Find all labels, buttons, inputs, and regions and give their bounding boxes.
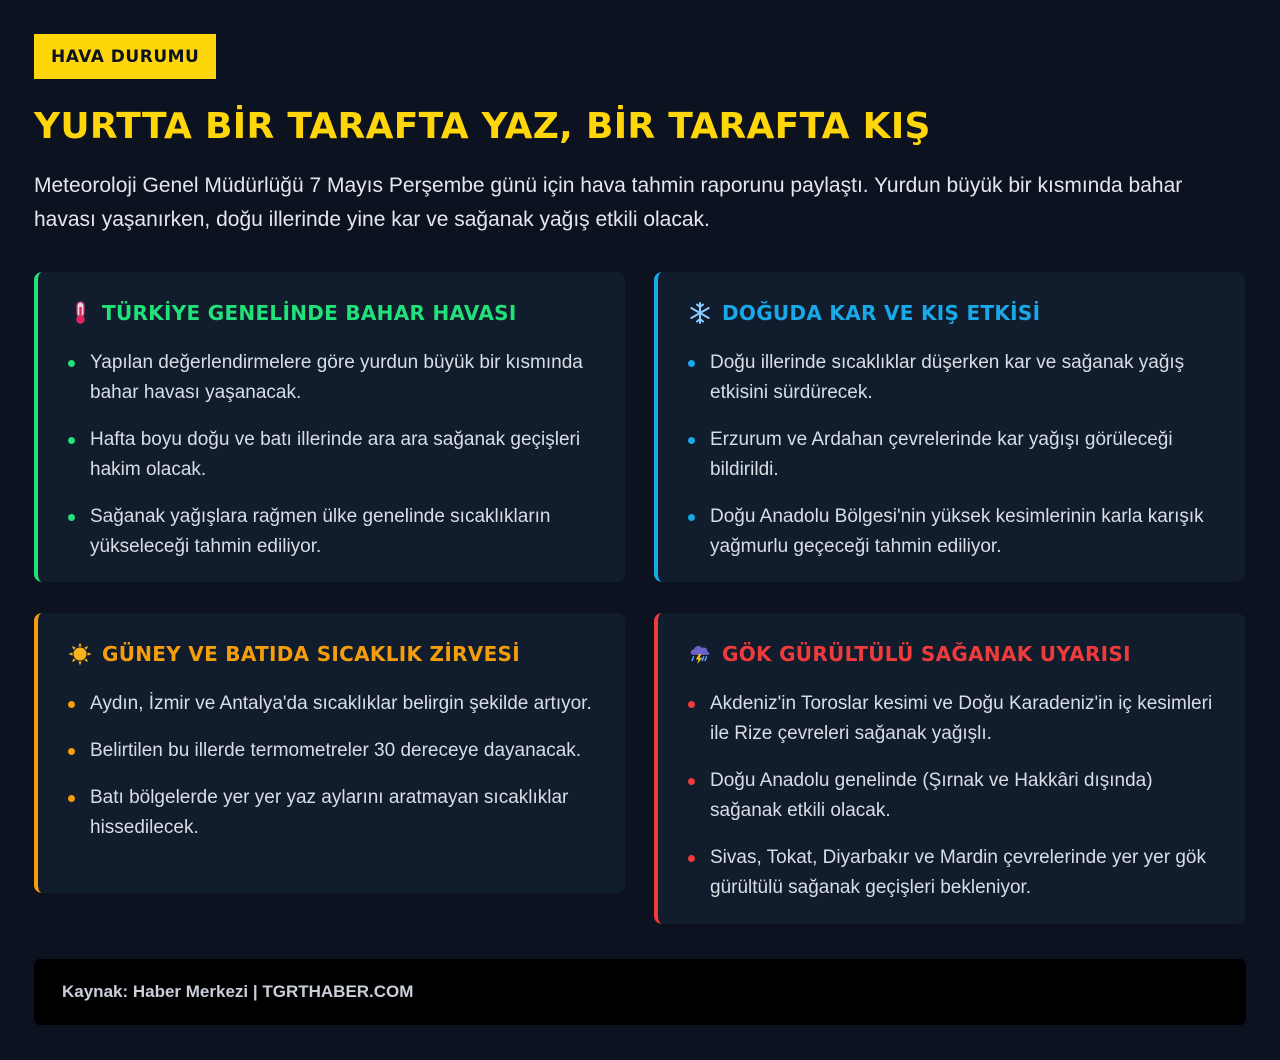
bullet [68,360,75,367]
bullet [688,701,695,708]
card-list [688,348,1221,562]
bullet [688,437,695,444]
bullet [68,437,75,444]
list-item: Batı bölgelerde yer yer yaz aylarını aratmayan sıcaklıklar hissedilecek. [68,783,601,843]
bullet [68,795,75,802]
bullet [688,855,695,862]
list-item: Hafta boyu doğu ve batı illerinde ara ara sağanak geçişleri hakim olacak. [68,425,601,485]
card-title: TÜRKİYE GENELİNDE BAHAR HAVASI [102,301,517,325]
card-header [68,639,601,669]
card-list [68,348,601,562]
snowflake-icon [688,301,712,325]
list-item: Sağanak yağışlara rağmen ülke genelinde sıcaklıkların yükseleceği tahmin ediliyor. [68,502,601,562]
category-badge: HAVA DURUMU [34,34,216,79]
list-item: Akdeniz'in Toroslar kesimi ve Doğu Karadeniz'in iç kesimleri ile Rize çevreleri sağanak yağışlı. [688,689,1221,749]
card-title: DOĞUDA KAR VE KIŞ ETKİSİ [722,301,1041,325]
card-south-west-heat [34,613,625,893]
card-list [68,689,601,843]
thunderstorm-icon [688,642,712,666]
list-item: Belirtilen bu illerde termometreler 30 dereceye dayanacak. [68,736,601,766]
page-title: YURTTA BİR TARAFTA YAZ, BİR TARAFTA KIŞ [34,106,931,147]
card-header [688,639,1221,669]
card-title: GÖK GÜRÜLTÜLÜ SAĞANAK UYARISI [722,642,1131,666]
list-item: Aydın, İzmir ve Antalya'da sıcaklıklar belirgin şekilde artıyor. [68,689,601,719]
thermometer-icon [68,301,92,325]
list-item: Sivas, Tokat, Diyarbakır ve Mardin çevrelerinde yer yer gök gürültülü sağanak geçişleri bekleniyor. [688,843,1221,903]
bullet [68,514,75,521]
source-footer [34,959,1246,1025]
card-spring-weather [34,272,625,582]
list-item: Doğu Anadolu Bölgesi'nin yüksek kesimlerinin karla karışık yağmurlu geçeceği tahmin ediliyor. [688,502,1221,562]
card-east-winter [654,272,1245,582]
list-item: Doğu illerinde sıcaklıklar düşerken kar ve sağanak yağış etkisini sürdürecek. [688,348,1221,408]
bullet [688,360,695,367]
list-item: Erzurum ve Ardahan çevrelerinde kar yağışı görüleceği bildirildi. [688,425,1221,485]
bullet [688,778,695,785]
list-item: Doğu Anadolu genelinde (Şırnak ve Hakkâri dışında) sağanak etkili olacak. [688,766,1221,826]
bullet [68,748,75,755]
sun-icon [68,642,92,666]
bullet [688,514,695,521]
bullet [68,701,75,708]
lead-paragraph: Meteoroloji Genel Müdürlüğü 7 Mayıs Perşembe günü için hava tahmin raporunu paylaştı. Yurdun büyük bir kısmında bahar havası yaşanırken, doğu illerinde yine kar ve sağanak yağış etkili olacak. [34,174,1183,231]
card-header [68,298,601,328]
card-title: GÜNEY VE BATIDA SICAKLIK ZİRVESİ [102,642,520,666]
list-item: Yapılan değerlendirmelere göre yurdun büyük bir kısmında bahar havası yaşanacak. [68,348,601,408]
card-list [688,689,1221,903]
card-header [688,298,1221,328]
source-text: Kaynak: Haber Merkezi | TGRTHABER.COM [62,982,414,1001]
card-thunderstorm-warning [654,613,1245,924]
